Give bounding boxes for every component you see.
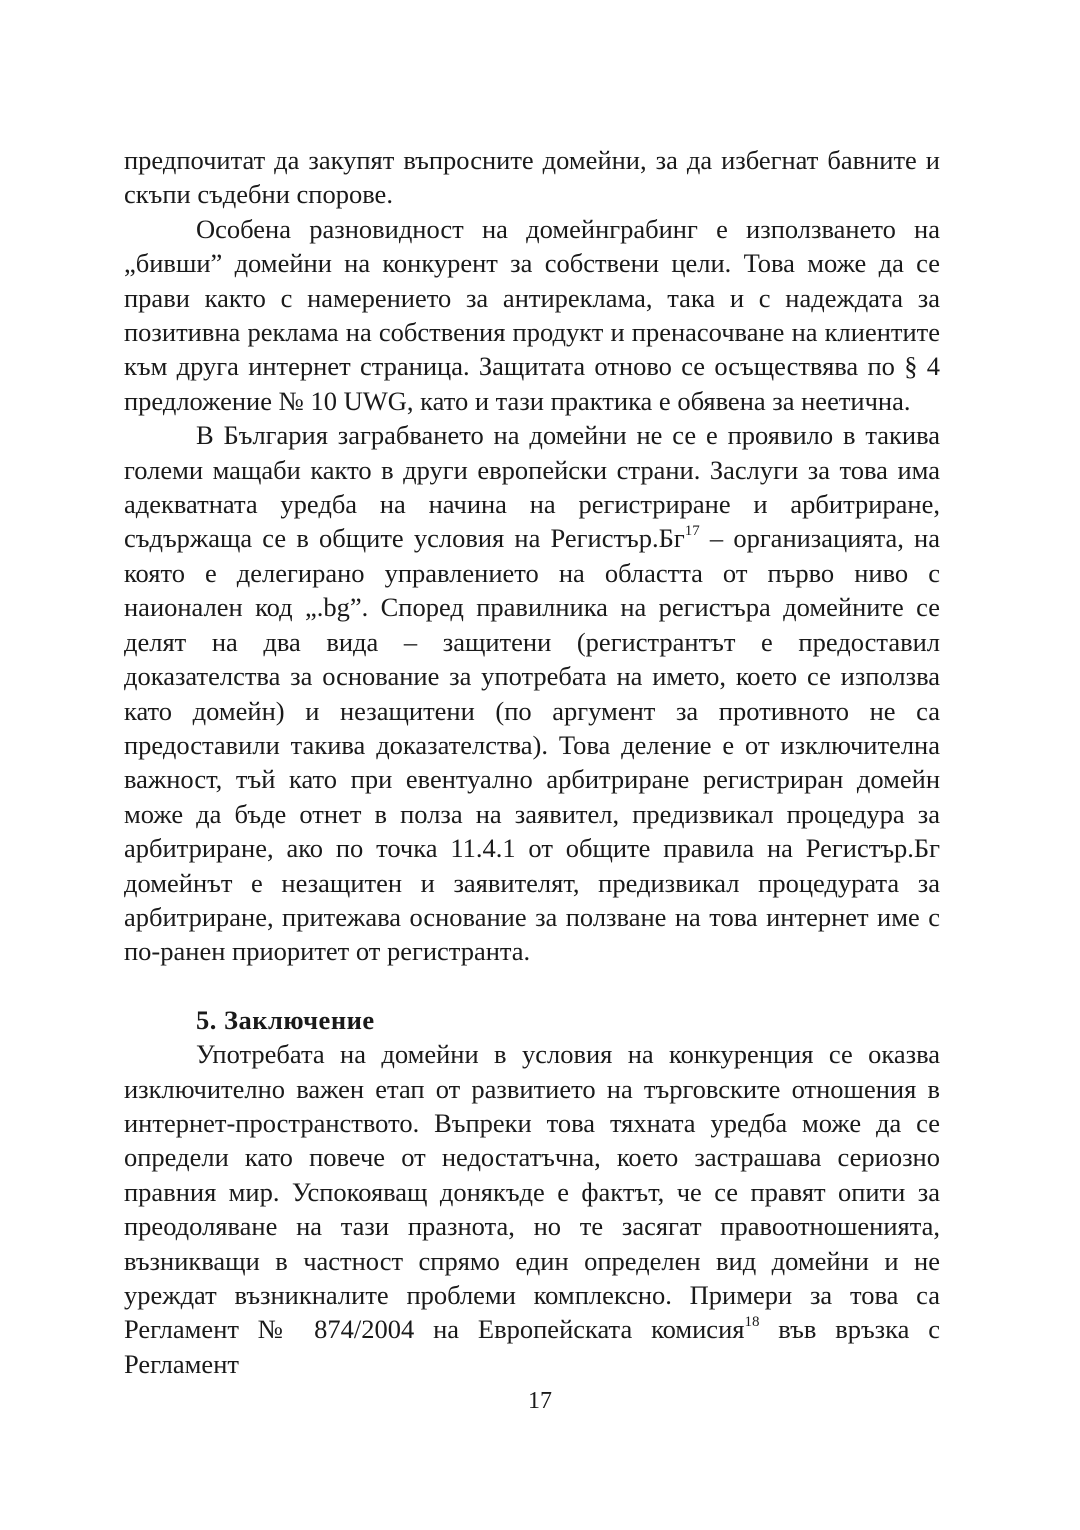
section-heading-conclusion: 5. Заключение (196, 1004, 375, 1035)
paragraph-domaingrabbing: Особена разновидност на домейнграбинг е използването на „бивши” домейни на конкурент за собствени цели. Това може да се прави както с намерението за антиреклама, така и с надеждата за позитивна реклама на собствения продукт и пренасочване на клиентите към друга интернет страница. Защитата отново се осъществява по § 4 предложение № 10 UWG, като и тази практика е обявена за неетична. (124, 213, 940, 416)
paragraph-bulgaria (124, 418, 940, 969)
paragraph-bulgaria-text-2: – организацията, на която е делегирано управлението на областта от първо ниво с наионален код „.bg”. Според правилника на регистъра домейните се делят на два вида – защитени (регистрантът е предоставил доказателства за основание за употребата на името, което се използва като домейн) и незащитени (по аргумент за противното не са предоставили такива доказателства). Това деление е от изключителна важност, тъй като при евентуално арбитриране регистриран домейн може да бъде отнет в полза на заявител, предизвикал процедура за арбитриране, ако по точка 11.4.1 от общите правила на Регистър.Бг домейнът е незащитен и заявителят, предизвикал процедурата за арбитриране, притежава основание за ползване на това интернет име с по-ранен приоритет от регистранта. (124, 523, 940, 967)
document-page (124, 143, 940, 1381)
paragraph-conclusion-text-2: във връзка с Регламент (124, 1314, 940, 1379)
footnote-ref-18: 18 (744, 1314, 760, 1331)
page-number: 17 (528, 1388, 552, 1414)
paragraph-conclusion-text-1: Употребата на домейни в условия на конкуренция се оказва изключително важен етап от развитието на търговските отношения в интернет-пространството. Въпреки това тяхната уредба може да се определи като повече от недостатъчна, което застрашава сериозно правния мир. Успокояващ донякъде е фактът, че се правят опити за преодоляване на тази празнота, но те засягат правоотношенията, възникващи в частност спрямо един определен вид домейни и не уреждат възникналите проблеми комплексно. Примери за това са Регламент № 874/2004 на Европейската комисия (124, 1039, 940, 1345)
footnote-ref-17: 17 (684, 523, 700, 540)
paragraph-bulgaria-text-1: В България заграбването на домейни не се е проявило в такива големи мащаби както в други европейски страни. Заслуги за това има адекватната уредба на начина на регистриране и арбитриране, съдържаща се в общите условия на Регистър.Бг (124, 420, 940, 554)
paragraph-continuation: предпочитат да закупят въпросните домейни, за да избегнат бавните и скъпи съдебни спорове. (124, 145, 940, 210)
paragraph-conclusion (124, 1037, 940, 1381)
